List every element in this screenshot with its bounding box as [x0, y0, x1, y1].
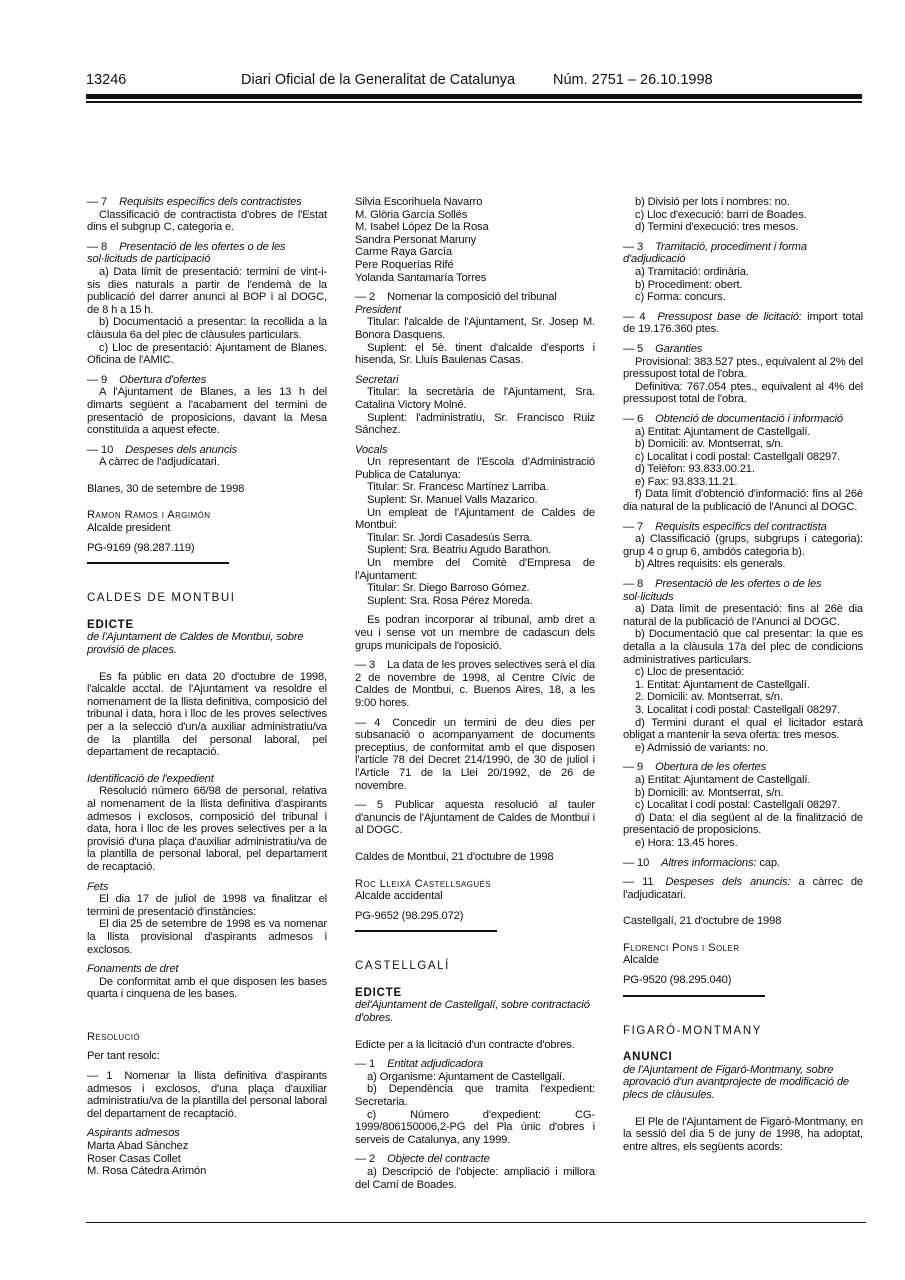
paragraph: c) Localitat i codi postal: Castellgalí 08297.	[635, 450, 841, 463]
section-heading: — 8 Presentació de les ofertes o de les sol·licituds	[623, 578, 822, 603]
paragraph: c) Forma: concurs.	[635, 291, 726, 304]
resolution-item: — 2 Nomenar la composició del tribunal	[355, 291, 557, 304]
paragraph: Un membre del Comitè d'Empresa de l'Ajuntament:	[355, 557, 595, 582]
paragraph: A l'Ajuntament de Blanes, a les 13 h del dimarts següent a l'acabament del termini de presentació de proposicions, davant la Mesa constituïda a aquest efecte.	[87, 386, 327, 437]
paragraph: Un representant de l'Escola d'Administració Publica de Catalunya:	[355, 456, 595, 481]
paragraph: Suplent: l'administratiu, Sr. Francisco Ruiz Sánchez.	[355, 411, 595, 437]
paragraph: Per tant resolc:	[87, 1050, 160, 1063]
paragraph: b) Altres requisits: els generals.	[635, 558, 786, 571]
paragraph: c) Lloc de presentació:	[635, 666, 745, 679]
paragraph: Un empleat de l'Ajuntament de Caldes de Montbui:	[355, 506, 595, 532]
paragraph: c) Lloc de presentació: Ajuntament de Blanes. Oficina de l'AMIC.	[87, 341, 327, 367]
aspirant-name: Sandra Personat Maruny	[355, 233, 477, 246]
subsection-heading: Aspirants admesos	[87, 1127, 180, 1140]
paragraph: b) Domicili: av. Montserrat, s/n.	[635, 786, 784, 799]
paragraph: Suplent: Sra. Beatriu Agudo Barathon.	[367, 544, 552, 557]
paragraph: Suplent: el 5è. tinent d'alcalde d'esports i hisenda, Sr. Lluís Baulenas Casas.	[355, 341, 595, 367]
paragraph: De conformitat amb el que disposen les bases quarta i cinquena de les bases.	[87, 975, 327, 1001]
paragraph: c) Lloc d'execució: barri de Boades.	[635, 208, 807, 221]
aspirant-name: Pere Roquerías Rifé	[355, 258, 454, 271]
paragraph: A càrrec de l'adjudicatari.	[99, 456, 220, 469]
subsection-heading: Identificació de l'expedient	[87, 772, 214, 785]
footer-rule	[86, 1222, 866, 1223]
paragraph: e) Hora: 13.45 hores.	[635, 836, 738, 849]
paragraph: a) Entitat: Ajuntament de Castellgalí.	[635, 425, 811, 438]
paragraph: f) Data límit d'obtenció d'informació: fins al 26è dia natural de la publicació de l'Anunci al DOGC.	[623, 488, 863, 514]
column-1	[87, 196, 327, 1178]
paragraph: e) Admissió de variants: no.	[635, 741, 769, 754]
paragraph: El Ple de l'Ajuntament de Figaró-Montmany, en la sessió del dia 5 de juny de 1998, ha adoptat, entre altres, els següents acords:	[623, 1115, 863, 1153]
aspirant-name: Marta Abad Sánchez	[87, 1140, 189, 1153]
signer-role: Alcalde accidental	[355, 890, 443, 903]
notice-subtitle: de l'Ajuntament de Figaró-Montmany, sobre aprovació d'un avantprojecte de modificació de plecs de clàusules.	[623, 1063, 849, 1102]
paragraph: b) Documentació a presentar: la recollida a la clàusula 6a del plec de clàusules particulars.	[87, 316, 327, 341]
paragraph: d) Data: el dia següent al de la finalització de presentació de proposicions.	[623, 811, 863, 837]
town-heading: CALDES DE MONTBUI	[87, 592, 236, 605]
notice-kind: EDICTE	[87, 618, 134, 631]
paragraph: b) Procediment: obert.	[635, 278, 743, 291]
paragraph: Classificació de contractista d'obres de l'Estat dins el subgrup C, categoria e.	[87, 208, 327, 234]
aspirant-name: Carme Raya García	[355, 246, 452, 259]
subsection-heading: Vocals	[355, 443, 388, 456]
aspirant-name: Roser Casas Collet	[87, 1152, 181, 1165]
paragraph: Titular: Sr. Diego Barroso Gómez.	[367, 582, 530, 595]
separator-rule	[355, 930, 497, 932]
resolution-item: — 3 La data de les proves selectives serà el dia 2 de novembre de 1998, al Centre Cívic de Caldes de Montbui, c. Buenos Aires, 18, a les 9:00 hores.	[355, 659, 595, 709]
paragraph: Titular: l'alcalde de l'Ajuntament, Sr. Josep M. Bonora Dasquens.	[355, 316, 595, 341]
subsection-heading: Secretari	[355, 373, 399, 386]
paragraph: b) Domicili: av. Montserrat, s/n.	[635, 438, 784, 451]
paragraph: Suplent: Sra. Rosa Pérez Moreda.	[367, 594, 533, 607]
section-heading: — 10 Despeses dels anuncis	[87, 443, 238, 456]
subsection-heading: Fonaments de dret	[87, 963, 179, 976]
notice-subtitle: de l'Ajuntament de Caldes de Montbui, sobre provisió de places.	[87, 631, 304, 657]
paragraph: a) Tramitació: ordinària.	[635, 265, 749, 278]
subsection-heading: Fets	[87, 880, 109, 893]
section-heading: — 3 Tramitació, procediment i forma d'adjudicació	[623, 240, 807, 266]
header-rule-thick	[86, 94, 862, 99]
paragraph: Resolució número 66/98 de personal, relativa al nomenament de la llista definitiva d'aspirants admesos i exclosos, composició del tribunal i data, hora i lloc de les proves selectives per a la provisió d'una plaça d'auxiliar administratiu/va de la plantilla de personal laboral, pel departament de recaptació.	[87, 785, 327, 873]
header-rule-thin	[86, 101, 862, 103]
paragraph: Titular: Sr. Francesc Martínez Larriba.	[367, 481, 549, 494]
aspirant-name: M. Isabel López De la Rosa	[355, 221, 489, 234]
section-heading: — 11 Despeses dels anuncis: a càrrec de l'adjudicatari.	[623, 876, 863, 901]
column-2	[355, 196, 595, 1191]
section-heading: — 4 Pressupost base de licitació: import total de 19.176.360 ptes.	[623, 310, 863, 336]
resolution-item: — 1 Nomenar la llista definitiva d'aspirants admesos i exclosos, d'una plaça d'auxiliar administratiu/va de la plantilla del personal laboral del departament de recaptació.	[87, 1070, 327, 1120]
aspirant-name: Silvia Escorihuela Navarro	[355, 196, 483, 208]
signer-name: Florenci Pons i Soler	[623, 941, 740, 954]
section-heading: — 9 Obertura d'ofertes	[87, 373, 207, 386]
section-heading: — 2 Objecte del contracte	[355, 1153, 490, 1166]
paragraph: a) Organisme: Ajuntament de Castellgalí.	[367, 1070, 565, 1083]
subsection-heading: President	[355, 303, 401, 316]
paragraph: Definitiva: 767.054 ptes., equivalent al 4% del pressupost total de l'obra.	[623, 380, 863, 406]
place-date: Castellgalí, 21 d'octubre de 1998	[623, 915, 782, 928]
paragraph: a) Entitat: Ajuntament de Castellgalí.	[635, 773, 811, 786]
signer-name: Ramon Ramos i Argimón	[87, 509, 211, 522]
town-heading: CASTELLGALÍ	[355, 960, 450, 973]
place-date: Blanes, 30 de setembre de 1998	[87, 482, 245, 495]
section-heading: — 5 Garanties	[623, 342, 703, 355]
resolution-item: — 4 Concedir un termini de deu dies per subsanació o acompanyament de documents preceptius, de conformitat amb el que disposen l'article 78 del Decret 214/1990, de 30 de juliol i l'Article 71 de la Llei 20/1992, de 26 de novembre.	[355, 716, 595, 792]
paragraph: e) Fax: 93.833.11.21.	[635, 475, 738, 488]
paragraph: c) Localitat i codi postal: Castellgalí 08297.	[635, 799, 841, 812]
section-heading: — 8 Presentació de les ofertes o de les sol·licituds de participació	[87, 240, 286, 266]
resolution-heading: Resolució	[87, 1030, 141, 1043]
paragraph: a) Data límit de presentació: termini de vint-i-sis dies naturals a partir de l'endemà de la publicació del darrer anunci al BOP i al DOGC, de 8 h a 15 h.	[87, 265, 327, 316]
paragraph: Es fa públic en data 20 d'octubre de 1998, l'alcalde acctal. de l'Ajuntament va resoldre el nomenament de la llista definitiva, composició del tribunal i data, hora i lloc de les proves selectives per a la selecció d'un/a auxiliar administratiu/va de la plantilla del personal laboral, pel departament de recaptació.	[87, 670, 327, 759]
town-heading: FIGARÓ-MONTMANY	[623, 1024, 762, 1037]
paragraph: c) Número d'expedient: CG-1999/806150006,2-PG del Pla únic d'obres i serveis de Catalunya, any 1999.	[355, 1108, 595, 1146]
page-number: 13246	[86, 72, 127, 88]
signer-role: Alcalde	[623, 954, 659, 967]
signer-name: Roc Lleixà Castellsagués	[355, 877, 492, 890]
section-heading: — 1 Entitat adjudicadora	[355, 1058, 483, 1071]
paragraph: a) Classificació (grups, subgrups i categoria): grup 4 o grup 6, ambdós categoria b).	[623, 533, 863, 558]
paragraph: a) Descripció de l'objecte: ampliació i millora del Camí de Boades.	[355, 1166, 595, 1191]
paragraph: b) Dependència que tramita l'expedient: Secretaria.	[355, 1083, 595, 1109]
paragraph: b) Documentació que cal presentar: la que es detalla a la clàusula 17a del plec de condicions administratives particulars.	[623, 628, 863, 666]
issue-number: Núm. 2751 – 26.10.1998	[553, 72, 713, 88]
page-header	[86, 72, 862, 92]
paragraph: a) Data límit de presentació: fins al 26è dia natural de la publicació de l'Anunci al DOGC.	[623, 603, 863, 628]
section-heading: — 9 Obertura de les ofertes	[623, 761, 767, 774]
reference-code: PG-9520 (98.295.040)	[623, 974, 732, 987]
section-heading: — 7 Requisits específics del contractista	[623, 520, 827, 533]
paragraph: Edicte per a la licitació d'un contracte d'obres.	[355, 1038, 575, 1051]
publication-title: Diari Oficial de la Generalitat de Catalunya	[241, 72, 516, 88]
signer-role: Alcalde president	[87, 522, 171, 535]
paragraph: b) Divisió per lots i nombres: no.	[635, 196, 790, 208]
aspirant-name: M. Rosa Cátedra Arimón	[87, 1165, 207, 1178]
paragraph: 3. Localitat i codi postal: Castellgalí 08297.	[635, 703, 841, 716]
paragraph: El dia 25 de setembre de 1998 es va nomenar la llista provisional d'aspirants admesos i exclosos.	[87, 918, 327, 956]
paragraph: Suplent: Sr. Manuel Valls Mazarico.	[367, 494, 538, 507]
reference-code: PG-9169 (98.287.119)	[87, 541, 195, 554]
aspirant-name: M. Glòria García Sollés	[355, 208, 468, 221]
paragraph: Titular: la secretària de l'Ajuntament, Sra. Catalina Victory Molné.	[355, 386, 595, 411]
paragraph: d) Termini d'execució: tres mesos.	[635, 221, 799, 234]
aspirant-name: Yolanda Santamaría Torres	[355, 271, 487, 284]
paragraph: El dia 17 de juliol de 1998 va finalitzar el termini de presentació d'instàncies:	[87, 893, 327, 918]
paragraph: d) Termini durant el qual el licitador estarà obligat a mantenir la seva oferta: tres mesos.	[623, 716, 863, 742]
reference-code: PG-9652 (98.295.072)	[355, 909, 464, 922]
notice-kind: ANUNCI	[623, 1051, 673, 1064]
paragraph: d) Telèfon: 93.833.00.21.	[635, 463, 755, 476]
paragraph: Titular: Sr. Jordi Casadesús Serra.	[367, 531, 533, 544]
paragraph: 2. Domicili: av. Montserrat, s/n.	[635, 691, 783, 704]
column-3	[623, 196, 863, 1153]
section-heading: — 7 Requisits específics dels contractistes	[87, 196, 302, 208]
paragraph: 1. Entitat: Ajuntament de Castellgalí.	[635, 678, 810, 691]
separator-rule	[623, 995, 765, 997]
place-date: Caldes de Montbui, 21 d'octubre de 1998	[355, 850, 554, 863]
notice-kind: EDICTE	[355, 986, 402, 999]
section-heading: — 6 Obtenció de documentació i informació	[623, 412, 843, 425]
paragraph: Es podran incorporar al tribunal, amb dret a veu i sense vot un membre de cadascun dels grups municipals de l'oposició.	[355, 614, 595, 652]
resolution-item: — 5 Publicar aquesta resolució al tauler d'anuncis de l'Ajuntament de Caldes de Montbui i al DOGC.	[355, 799, 595, 837]
paragraph: Provisional: 383.527 ptes., equivalent al 2% del pressupost total de l'obra.	[623, 355, 863, 381]
separator-rule	[87, 562, 229, 564]
section-heading: — 10 Altres informacions: cap.	[623, 856, 780, 869]
notice-subtitle: del'Ajuntament de Castellgalí, sobre contractació d'obres.	[355, 999, 590, 1025]
